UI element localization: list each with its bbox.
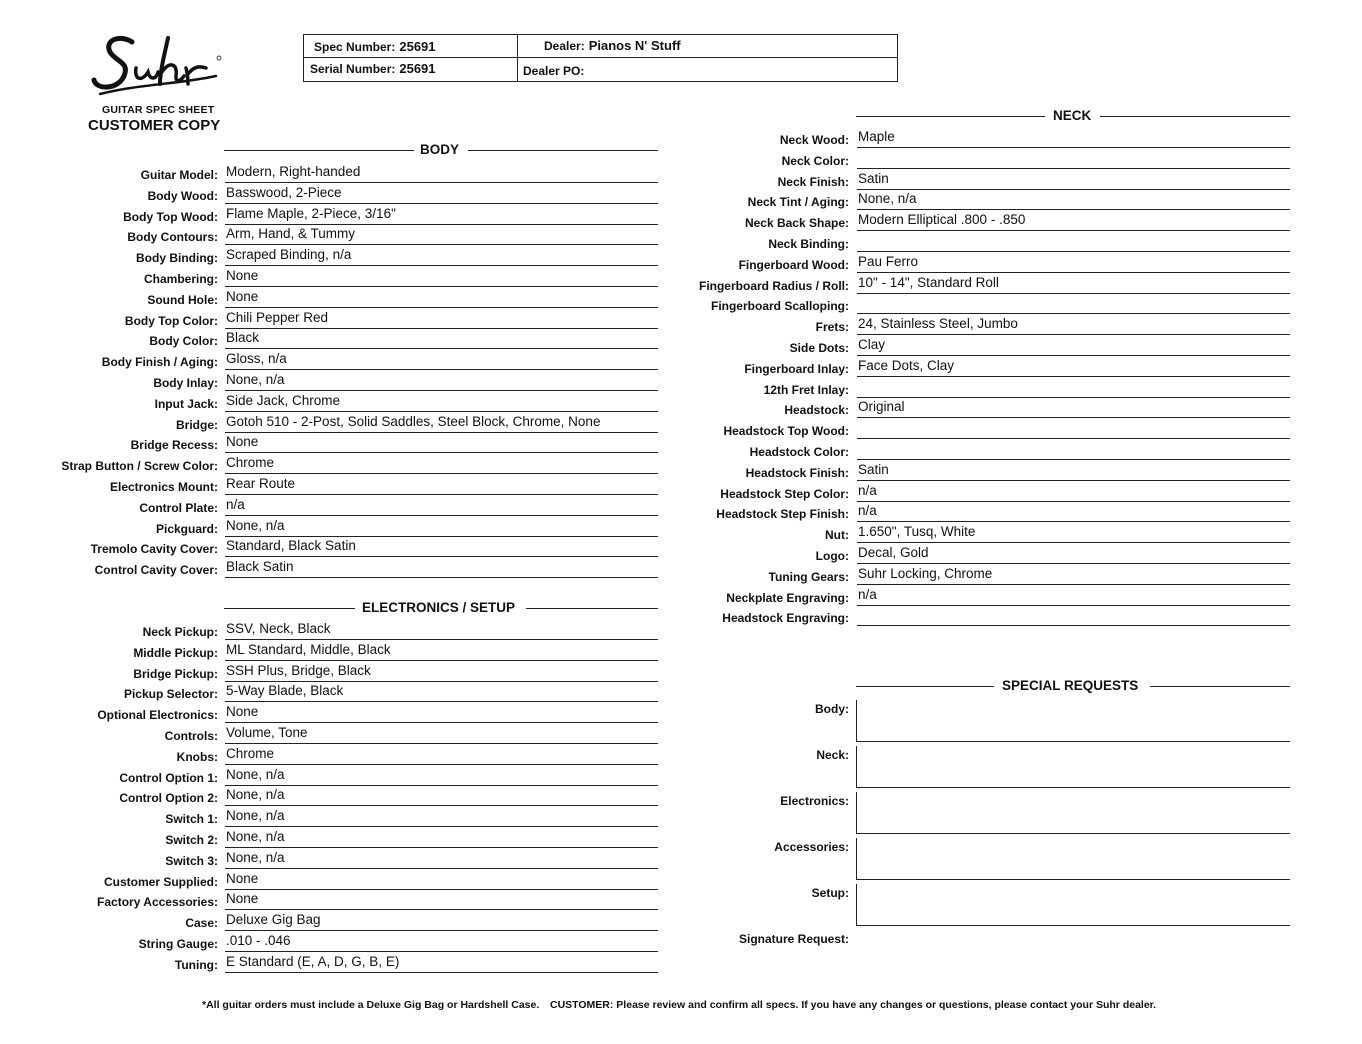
field-value	[857, 233, 1290, 252]
field-label: Logo:	[815, 549, 849, 563]
field-value: SSV, Neck, Black	[225, 621, 658, 640]
field-value: Basswood, 2-Piece	[225, 185, 658, 204]
field-value: None	[225, 891, 658, 910]
field-value: 10" - 14", Standard Roll	[857, 275, 1290, 294]
field-label: Case:	[185, 916, 218, 931]
field-label: Neck Tint / Aging:	[747, 195, 849, 210]
heading-rule	[468, 150, 658, 151]
body-section-heading	[224, 142, 658, 158]
neck-section-title: NECK	[1053, 108, 1092, 123]
field-label: Headstock Finish:	[745, 465, 849, 480]
neck-section-heading	[856, 108, 1290, 124]
special-request-label: Neck:	[816, 748, 849, 762]
field-label: Sound Hole:	[147, 292, 218, 307]
field-value: Satin	[857, 171, 1290, 190]
field-value: 24, Stainless Steel, Jumbo	[857, 316, 1290, 335]
field-label: Headstock Step Finish:	[716, 507, 849, 522]
field-label: Headstock Color:	[749, 445, 849, 459]
field-value: Clay	[857, 337, 1290, 356]
dealer-value: Pianos N' Stuff	[588, 38, 681, 53]
field-value: n/a	[225, 497, 658, 516]
field-label: Fingerboard Wood:	[738, 257, 849, 272]
special-request-box[interactable]	[856, 838, 1290, 880]
field-label: Knobs:	[176, 749, 218, 764]
field-value: Decal, Gold	[857, 545, 1290, 564]
field-label: Neck Color:	[781, 153, 849, 168]
heading-rule	[1150, 686, 1290, 687]
field-label: Switch 2:	[165, 833, 218, 847]
field-label: Body Binding:	[136, 251, 218, 266]
field-label: Body Top Wood:	[123, 209, 218, 224]
dealer-cell	[544, 38, 681, 53]
field-label: Optional Electronics:	[97, 708, 218, 723]
field-label: Neck Back Shape:	[744, 216, 849, 231]
field-value: Original	[857, 399, 1290, 418]
field-label: Bridge Recess:	[130, 438, 218, 453]
field-value: None, n/a	[225, 518, 658, 537]
serial-number-value: 25691	[399, 61, 436, 76]
field-label: Headstock Step Color:	[720, 486, 849, 501]
field-label: Neck Binding:	[768, 237, 849, 251]
field-value: None	[225, 268, 658, 287]
field-value: Face Dots, Clay	[857, 358, 1290, 377]
field-value: .010 - .046	[225, 933, 658, 952]
field-value: None, n/a	[225, 372, 658, 391]
footer-case-note: *All guitar orders must include a Deluxe Gig Bag or Hardshell Case.	[202, 999, 540, 1011]
header-divider	[517, 35, 518, 81]
field-value: Rear Route	[225, 476, 658, 495]
field-label: Strap Button / Screw Color:	[61, 459, 218, 474]
heading-rule	[856, 686, 994, 687]
field-label: Fingerboard Radius / Roll:	[698, 278, 849, 293]
spec-number-value: 25691	[399, 39, 436, 54]
field-value: None	[225, 434, 658, 453]
field-value: 1.650", Tusq, White	[857, 524, 1290, 543]
field-value: Chrome	[225, 746, 658, 765]
heading-rule	[224, 150, 414, 151]
field-label: 12th Fret Inlay:	[763, 382, 849, 397]
footer-customer-note: CUSTOMER: Please review and confirm all specs. If you have any changes or questions, please contact your Suhr dealer.	[550, 999, 1157, 1011]
field-value	[857, 295, 1290, 314]
special-request-box[interactable]	[856, 746, 1290, 788]
field-label: String Gauge:	[138, 937, 218, 951]
serial-number-label: Serial Number:	[310, 62, 396, 76]
field-value: 5-Way Blade, Black	[225, 683, 658, 702]
header-row-2	[304, 58, 897, 81]
field-value: Deluxe Gig Bag	[225, 912, 658, 931]
field-label: Input Jack:	[154, 396, 218, 411]
field-label: Control Option 2:	[119, 791, 218, 806]
field-label: Headstock Top Wood:	[723, 424, 849, 439]
field-value: E Standard (E, A, D, G, B, E)	[225, 954, 658, 973]
field-value: Pau Ferro	[857, 254, 1290, 273]
field-label: Body Top Color:	[124, 313, 218, 328]
special-request-label: Body:	[815, 702, 849, 716]
field-value: Gloss, n/a	[225, 351, 658, 370]
field-value: Standard, Black Satin	[225, 538, 658, 557]
field-value	[857, 150, 1290, 169]
dealer-po-label: Dealer PO:	[523, 64, 585, 78]
field-value	[857, 441, 1290, 460]
spec-number-label: Spec Number:	[314, 40, 396, 54]
customer-copy-label: CUSTOMER COPY	[88, 117, 221, 134]
field-value: Satin	[857, 462, 1290, 481]
field-label: Factory Accessories:	[97, 895, 218, 910]
field-value: Gotoh 510 - 2-Post, Solid Saddles, Steel Block, Chrome, None	[225, 414, 658, 433]
serial-number-cell	[310, 61, 436, 76]
field-label: Fingerboard Scalloping:	[710, 299, 849, 314]
suhr-script-logo-icon	[90, 32, 226, 104]
special-request-box[interactable]	[856, 700, 1290, 742]
field-value: n/a	[857, 483, 1290, 502]
special-requests-heading	[856, 678, 1290, 694]
field-label: Controls:	[164, 729, 218, 743]
electronics-section-heading	[224, 600, 658, 616]
field-label: Frets:	[815, 320, 849, 335]
field-label: Body Contours:	[127, 230, 218, 245]
field-value: Flame Maple, 2-Piece, 3/16"	[225, 206, 658, 225]
special-requests-title: SPECIAL REQUESTS	[1002, 678, 1139, 693]
field-label: Guitar Model:	[140, 168, 218, 182]
field-value: Maple	[857, 129, 1290, 148]
field-value: Black Satin	[225, 559, 658, 578]
heading-rule	[856, 116, 1045, 117]
field-label: Headstock Engraving:	[722, 611, 849, 626]
heading-rule	[526, 608, 658, 609]
field-value: Black	[225, 330, 658, 349]
field-value: Suhr Locking, Chrome	[857, 566, 1290, 585]
dealer-po-cell	[523, 63, 588, 78]
order-header-table	[303, 34, 898, 82]
field-label: Middle Pickup:	[133, 645, 218, 660]
field-value: None, n/a	[225, 850, 658, 869]
field-label: Headstock:	[784, 403, 849, 418]
field-value: Volume, Tone	[225, 725, 658, 744]
field-label: Tuning Gears:	[768, 569, 849, 584]
field-value: None, n/a	[225, 787, 658, 806]
field-value: None, n/a	[225, 767, 658, 786]
dealer-label: Dealer:	[544, 39, 585, 53]
field-value: None	[225, 871, 658, 890]
field-value: Modern, Right-handed	[225, 164, 658, 183]
field-label: Body Color:	[149, 334, 218, 349]
field-value: None	[225, 704, 658, 723]
field-value: None, n/a	[225, 808, 658, 827]
field-label: Nut:	[825, 528, 849, 543]
field-value: None, n/a	[857, 191, 1290, 210]
special-request-label: Electronics:	[780, 794, 849, 808]
field-label: Neck Wood:	[779, 133, 849, 147]
field-label: Electronics Mount:	[109, 480, 218, 494]
field-label: Control Cavity Cover:	[94, 563, 218, 578]
field-value: Modern Elliptical .800 - .850	[857, 212, 1290, 231]
field-value: SSH Plus, Bridge, Black	[225, 663, 658, 682]
heading-rule	[224, 608, 355, 609]
field-label: Fingerboard Inlay:	[744, 361, 849, 376]
field-label: Tuning:	[174, 957, 218, 972]
special-request-box[interactable]	[856, 792, 1290, 834]
field-value: None	[225, 289, 658, 308]
field-label: Switch 1:	[165, 812, 218, 827]
field-value	[857, 607, 1290, 626]
field-label: Bridge Pickup:	[133, 666, 218, 681]
field-value	[857, 420, 1290, 439]
field-value: Scraped Binding, n/a	[225, 247, 658, 266]
suhr-logo	[88, 30, 228, 140]
field-label: Neckplate Engraving:	[726, 590, 849, 605]
field-label: Side Dots:	[789, 341, 849, 355]
signature-request-label: Signature Request:	[738, 932, 849, 946]
field-label: Switch 3:	[165, 853, 218, 868]
field-label: Tremolo Cavity Cover:	[90, 542, 218, 557]
field-value: n/a	[857, 503, 1290, 522]
field-label: Body Inlay:	[153, 376, 218, 390]
field-value: ML Standard, Middle, Black	[225, 642, 658, 661]
electronics-section-title: ELECTRONICS / SETUP	[362, 600, 516, 615]
field-label: Bridge:	[176, 417, 218, 432]
field-label: Body Finish / Aging:	[101, 355, 218, 370]
field-value: Arm, Hand, & Tummy	[225, 226, 658, 245]
field-label: Control Plate:	[139, 500, 218, 515]
field-value	[857, 379, 1290, 398]
heading-rule	[1100, 116, 1290, 117]
field-label: Customer Supplied:	[103, 874, 218, 889]
field-value: Chili Pepper Red	[225, 310, 658, 329]
body-section-title: BODY	[420, 142, 460, 157]
field-value: Side Jack, Chrome	[225, 393, 658, 412]
field-label: Pickup Selector:	[123, 687, 218, 702]
field-value: Chrome	[225, 455, 658, 474]
field-label: Control Option 1:	[119, 770, 218, 785]
spec-number-cell	[314, 39, 436, 54]
special-request-box[interactable]	[856, 884, 1290, 926]
field-label: Body Wood:	[147, 188, 218, 203]
field-value: n/a	[857, 587, 1290, 606]
field-label: Pickguard:	[155, 521, 218, 536]
header-row-1	[304, 35, 897, 58]
field-label: Neck Pickup:	[142, 625, 218, 639]
field-label: Neck Finish:	[777, 174, 849, 189]
field-value: None, n/a	[225, 829, 658, 848]
special-request-label: Accessories:	[774, 840, 849, 854]
special-request-label: Setup:	[811, 886, 849, 900]
field-label: Chambering:	[143, 272, 218, 286]
spec-sheet-subtitle: GUITAR SPEC SHEET	[102, 104, 215, 116]
